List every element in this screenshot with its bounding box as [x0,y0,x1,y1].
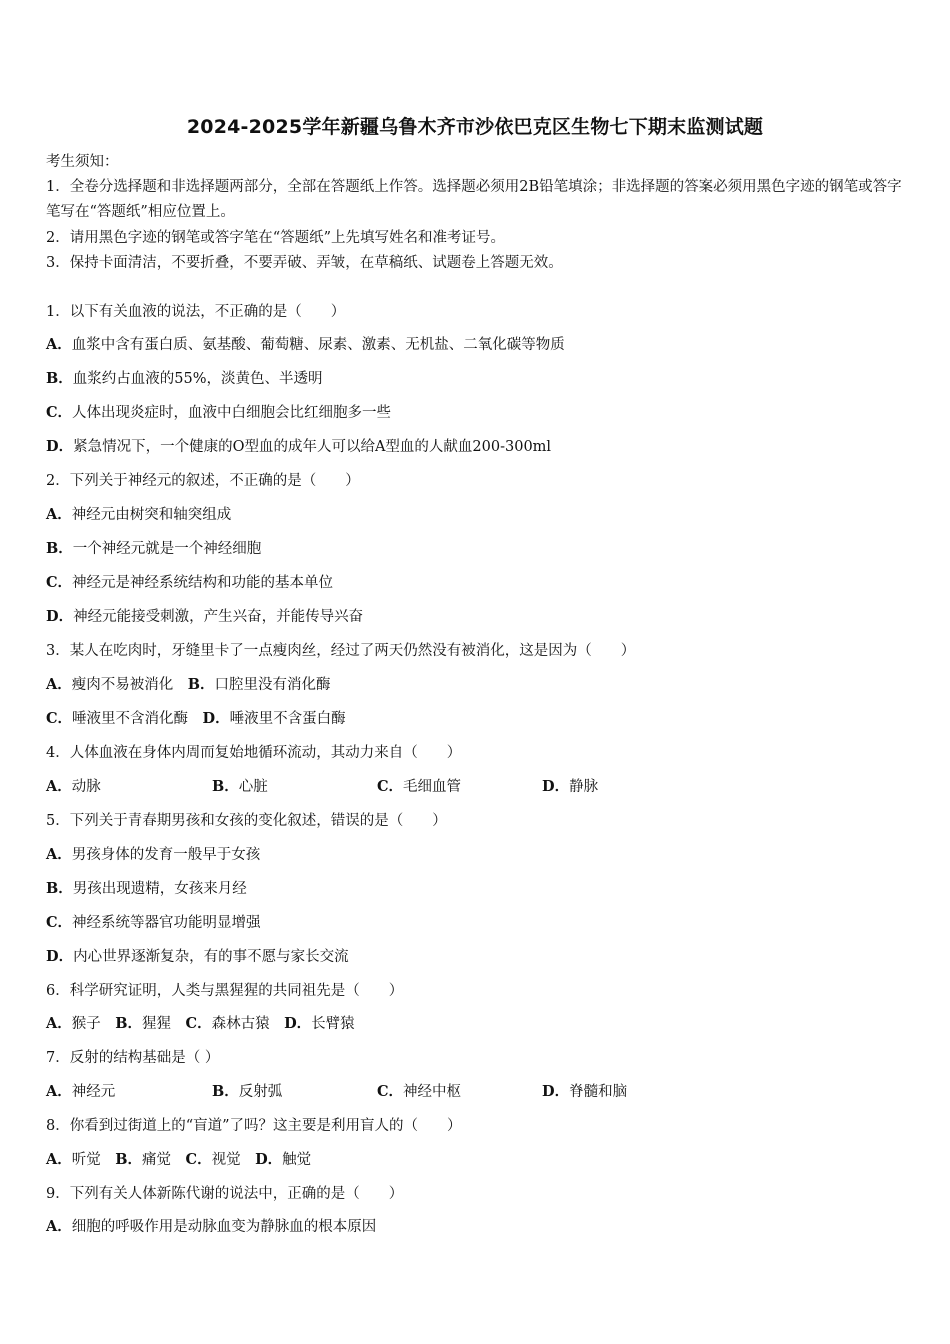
notice-item-2: 2．请用黑色字迹的钢笔或答字笔在“答题纸”上先填写姓名和准考证号。 [46,230,506,246]
option-text: 猴子 [71,1016,101,1032]
option-text: 毛细血管 [403,779,462,795]
option-text: 神经系统等器官功能明显增强 [72,915,261,931]
option-c [377,777,461,797]
question-2-option-d [46,607,363,627]
option-text: 男孩身体的发育一般早于女孩 [71,847,261,863]
option-text: 人体出现炎症时，血液中白细胞会比红细胞多一些 [72,405,392,421]
option-label: D． [46,608,74,625]
option-label: C． [46,574,73,591]
option-label: D． [542,778,570,795]
notice-heading: 考生须知： [46,154,119,170]
question-1-stem: 1．以下有关血液的说法，不正确的是（ ） [46,304,346,320]
question-2-option-b [46,539,261,559]
question-5-option-a [46,845,260,865]
option-text: 血浆中含有蛋白质、氨基酸、葡萄糖、尿素、激素、无机盐、二氧化碳等物质 [71,337,565,353]
option-text: 动脉 [71,779,101,795]
option-text: 细胞的呼吸作用是动脉血变为静脉血的根本原因 [71,1219,377,1235]
exam-title: 2024-2025学年新疆乌鲁木齐市沙依巴克区生物七下期末监测试题 [186,116,764,138]
option-label: B． [187,676,215,693]
option-label: A． [46,1151,72,1168]
option-label: B． [212,778,239,795]
option-text: 森林古猿 [211,1016,270,1032]
option-label: D． [284,1015,312,1032]
option-label: A． [46,1015,72,1032]
option-text: 一个神经元就是一个神经细胞 [72,541,262,557]
option-c [377,1082,461,1102]
option-label: A． [46,1083,72,1100]
option-label: A． [46,778,72,795]
option-d [542,1082,627,1102]
question-4-options [46,777,866,797]
option-text: 神经中枢 [403,1084,462,1100]
question-5-option-d [46,947,349,967]
option-text: 唾液里不含消化酶 [72,711,189,727]
option-text: 神经元能接受刺激，产生兴奋，并能传导兴奋 [73,609,364,625]
option-label: B． [46,370,73,387]
question-9-stem: 9．下列有关人体新陈代谢的说法中，正确的是（ ） [46,1186,404,1202]
question-1-option-b [46,369,323,389]
question-7-stem: 7．反射的结构基础是（ ） [46,1050,220,1066]
option-text: 唾液里不含蛋白酶 [229,711,346,727]
option-d [542,777,598,797]
question-2-stem: 2．下列关于神经元的叙述，不正确的是（ ） [46,473,360,489]
question-3-stem: 3．某人在吃肉时，牙缝里卡了一点瘦肉丝，经过了两天仍然没有被消化，这是因为（ ） [46,643,636,659]
option-text: 反射弧 [238,1084,283,1100]
question-6-stem: 6．科学研究证明，人类与黑猩猩的共同祖先是（ ） [46,983,404,999]
option-label: D． [542,1083,570,1100]
option-label: A． [46,336,72,353]
option-label: D． [255,1151,283,1168]
notice-item-1: 1．全卷分选择题和非选择题两部分，全部在答题纸上作答。选择题必须用2B铅笔填涂；非选择题的答案必须用黑色字迹的钢笔或答字笔写在“答题纸”相应位置上。 [46,179,902,220]
option-b [212,777,268,797]
option-label: C． [377,778,404,795]
question-2-option-c [46,573,333,593]
option-label: B． [212,1083,239,1100]
question-6-options [46,1014,355,1034]
option-label: C． [46,710,73,727]
option-label: C． [185,1015,212,1032]
option-text: 视觉 [211,1152,241,1168]
option-text: 神经元由树突和轴突组成 [71,507,232,523]
option-label: A． [46,846,72,863]
option-label: D． [202,710,230,727]
option-text: 听觉 [71,1152,101,1168]
option-b [212,1082,282,1102]
question-1-option-a [46,335,565,355]
option-text: 脊髓和脑 [569,1084,628,1100]
option-text: 瘦肉不易被消化 [71,677,174,693]
option-label: D． [46,948,74,965]
option-label: C． [185,1151,212,1168]
question-4-stem: 4．人体血液在身体内周而复始地循环流动，其动力来自（ ） [46,745,462,761]
option-text: 心脏 [238,779,268,795]
option-label: B． [46,880,73,897]
question-5-option-b [46,879,247,899]
option-label: A． [46,506,72,523]
question-5-stem: 5．下列关于青春期男孩和女孩的变化叙述，错误的是（ ） [46,813,447,829]
option-text: 猩猩 [142,1016,172,1032]
option-label: C． [46,404,73,421]
option-text: 神经元 [71,1084,116,1100]
notice-item-3: 3．保持卡面清洁，不要折叠，不要弄破、弄皱，在草稿纸、试题卷上答题无效。 [46,255,563,271]
option-label: B． [115,1151,143,1168]
option-text: 静脉 [569,779,599,795]
option-text: 男孩出现遗精，女孩来月经 [72,881,247,897]
option-a [46,777,101,797]
option-label: B． [115,1015,143,1032]
option-text: 触觉 [282,1152,312,1168]
option-text: 神经元是神经系统结构和功能的基本单位 [72,575,334,591]
option-text: 血浆约占血液的55%，淡黄色、半透明 [72,371,323,387]
option-text: 痛觉 [142,1152,172,1168]
question-3-options-ab [46,675,331,695]
question-8-options [46,1150,311,1170]
option-text: 长臂猿 [311,1016,355,1032]
option-text: 内心世界逐渐复杂，有的事不愿与家长交流 [73,949,349,965]
option-label: A． [46,676,72,693]
option-label: C． [377,1083,404,1100]
option-text: 紧急情况下，一个健康的O型血的成年人可以给A型血的人献血200-300ml [73,439,552,455]
question-7-options [46,1082,866,1102]
question-2-option-a [46,505,231,525]
question-8-stem: 8．你看到过街道上的“盲道”了吗？这主要是利用盲人的（ ） [46,1118,462,1134]
question-1-option-c [46,403,391,423]
question-9-option-a [46,1217,376,1237]
option-label: D． [46,438,74,455]
option-label: C． [46,914,73,931]
option-label: B． [46,540,73,557]
option-a [46,1082,115,1102]
question-5-option-c [46,913,261,933]
question-3-options-cd [46,709,346,729]
option-text: 口腔里没有消化酶 [214,677,331,693]
question-1-option-d [46,437,551,457]
option-label: A． [46,1218,72,1235]
